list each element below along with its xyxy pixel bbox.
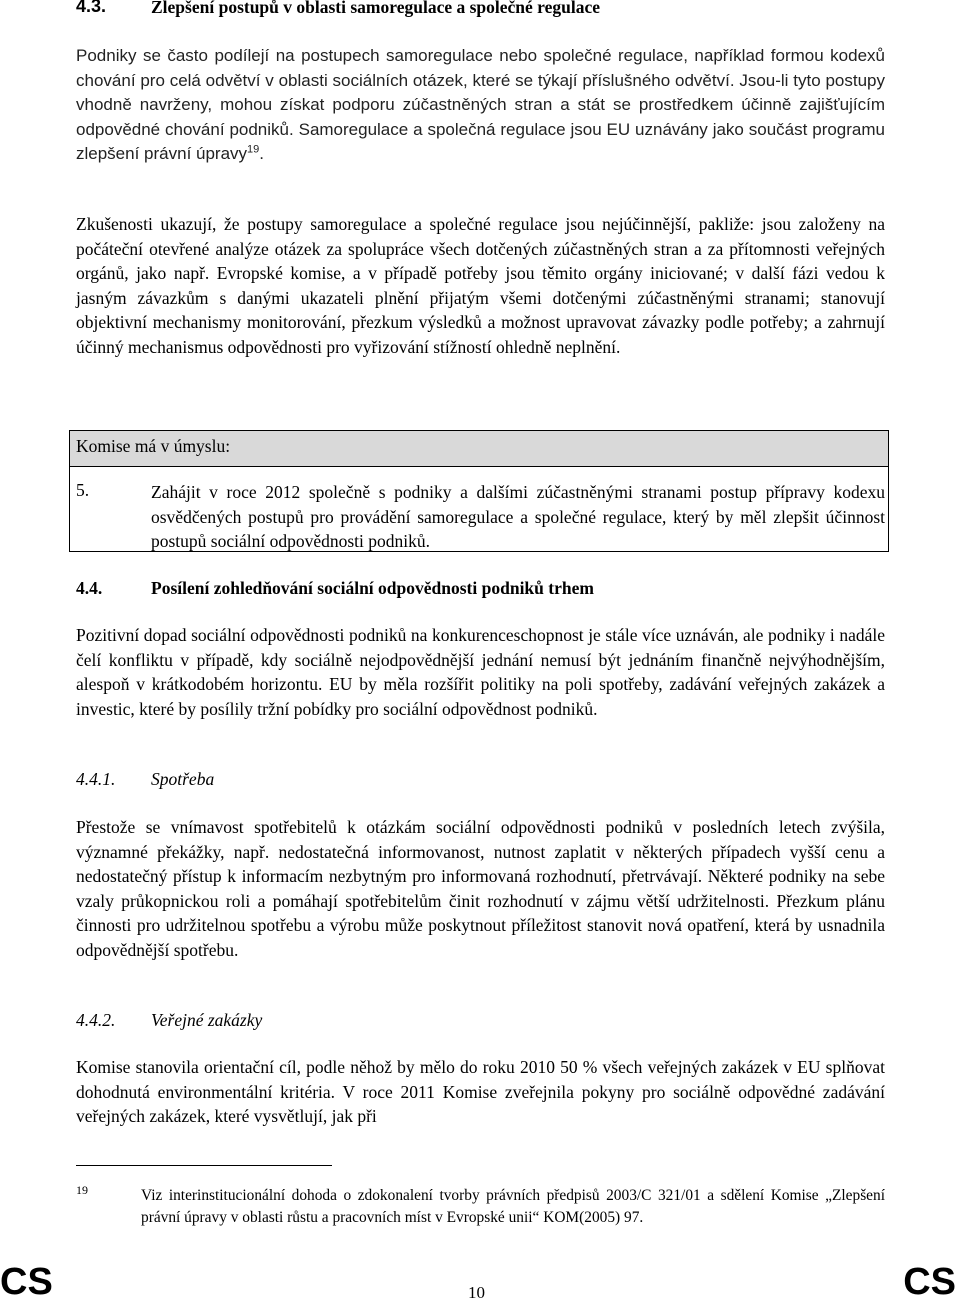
section-number: 4.4. [76, 578, 103, 598]
subsection-number: 4.4.1. [76, 769, 116, 789]
language-code-right: CS [903, 1261, 956, 1303]
action-number: 5. [76, 480, 90, 500]
paragraph-text: Podniky se často podílejí na postupech samoregulace nebo společné regulace, například formou kodexů chování pro celá odvětví v oblasti sociálních otázek, které se týkají příslušného odvětví. Jsou-li tyto postupy vhodně navrženy, mohou získat podporu zúčastněných stran a stát se prostředkem účinně zajišťujícím odpovědné chování podniků. Samoregulace a společná regulace jsou EU uznávány jako součást programu zlepšení právní úpravy [76, 46, 885, 164]
subsection-title: Spotřeba [151, 769, 215, 789]
paragraph: Přestože se vnímavost spotřebitelů k otázkám sociální odpovědnosti podniků v posledních letech zvýšila, významné překážky, např. nedostatečná informovanost, nutnost zaplatit v některých případech vyšší cenu a nedostatečný přístup k informacím nezbytným pro informovaná rozhodnutí, přetrvávají. Některé podniky na sebe vzaly průkopnickou roli a pomáhají spotřebitelům činit rozhodnutí v zájmu větší udržitelnosti. Přezkum plánu činnosti pro udržitelnou spotřebu a výrobu může poskytnout příležitost stanovit nová opatření, která by usnadnila odpovědnější spotřebu. [76, 817, 885, 960]
box-heading: Komise má v úmyslu: [76, 436, 231, 456]
box-heading-bar [70, 431, 888, 467]
paragraph: Pozitivní dopad sociální odpovědnosti podniků na konkurenceschopnost je stále více uznáván, ale podniky i nadále čelí konfliktu v případě, kdy sociálně nejodpovědnější jednání nemusí být jednáním finančně nejvýhodnějším, alespoň v krátkodobém horizontu. EU by měla rozšířit politiky na poli spotřeby, zadávání veřejných zakázek a investic, které by posílily tržní pobídky pro sociální odpovědnost podniků. [76, 625, 885, 719]
section-title: Zlepšení postupů v oblasti samoregulace a společné regulace [151, 0, 601, 17]
section-title: Posílení zohledňování sociální odpovědnosti podniků trhem [151, 578, 594, 598]
paragraph [76, 44, 885, 167]
section-number: 4.3. [76, 0, 107, 16]
footnote-separator [76, 1165, 332, 1166]
paragraph: Komise stanovila orientační cíl, podle něhož by mělo do roku 2010 50 % všech veřejných zakázek v EU splňovat dohodnutá environmentální kritéria. V roce 2011 Komise zveřejnila pokyny pro sociálně odpovědné zadávání veřejných zakázek, které vysvětlují, jak při [76, 1057, 885, 1127]
footnote-text: Viz interinstitucionální dohoda o zdokonalení tvorby právních předpisů 2003/C 321/01 a sdělení Komise „Zlepšení právní úpravy v oblasti růstu a pracovních míst v Evropské unii“ KOM(2005) 97. [141, 1187, 885, 1226]
footnote-reference[interactable]: 19 [247, 143, 260, 156]
subsection-title: Veřejné zakázky [151, 1010, 263, 1030]
page-number: 10 [468, 1283, 485, 1302]
paragraph: Zkušenosti ukazují, že postupy samoregulace a společné regulace jsou nejúčinnější, pakliže: jsou založeny na počáteční otevřené analýze otázek za spolupráce všech dotčených zúčastněných stran a za přítomnosti veřejných orgánů, jako např. Evropské komise, a v případě potřeby jsou těmito orgány iniciované; v další fázi vedou k jasným závazkům s danými ukazateli plnění přijatým všemi dotčenými zúčastněnými stranami; stanovují objektivní mechanismy monitorování, přezkum výsledků a možnost upravovat závazky podle potřeby; a zahrnují účinný mechanismus odpovědnosti pro vyřizování stížností ohledně neplnění. [76, 214, 885, 357]
subsection-number: 4.4.2. [76, 1010, 116, 1030]
paragraph-end: . [259, 144, 265, 164]
language-code-left: CS [0, 1261, 53, 1303]
commission-intent-box [69, 430, 889, 552]
action-text: Zahájit v roce 2012 společně s podniky a dalšími zúčastněnými stranami postup přípravy kodexu osvědčených postupů pro provádění samoregulace a společné regulace, který by měl zlepšit účinnost postupů sociální odpovědnosti podniků. [151, 482, 885, 551]
footnote-number: 19 [76, 1183, 88, 1197]
